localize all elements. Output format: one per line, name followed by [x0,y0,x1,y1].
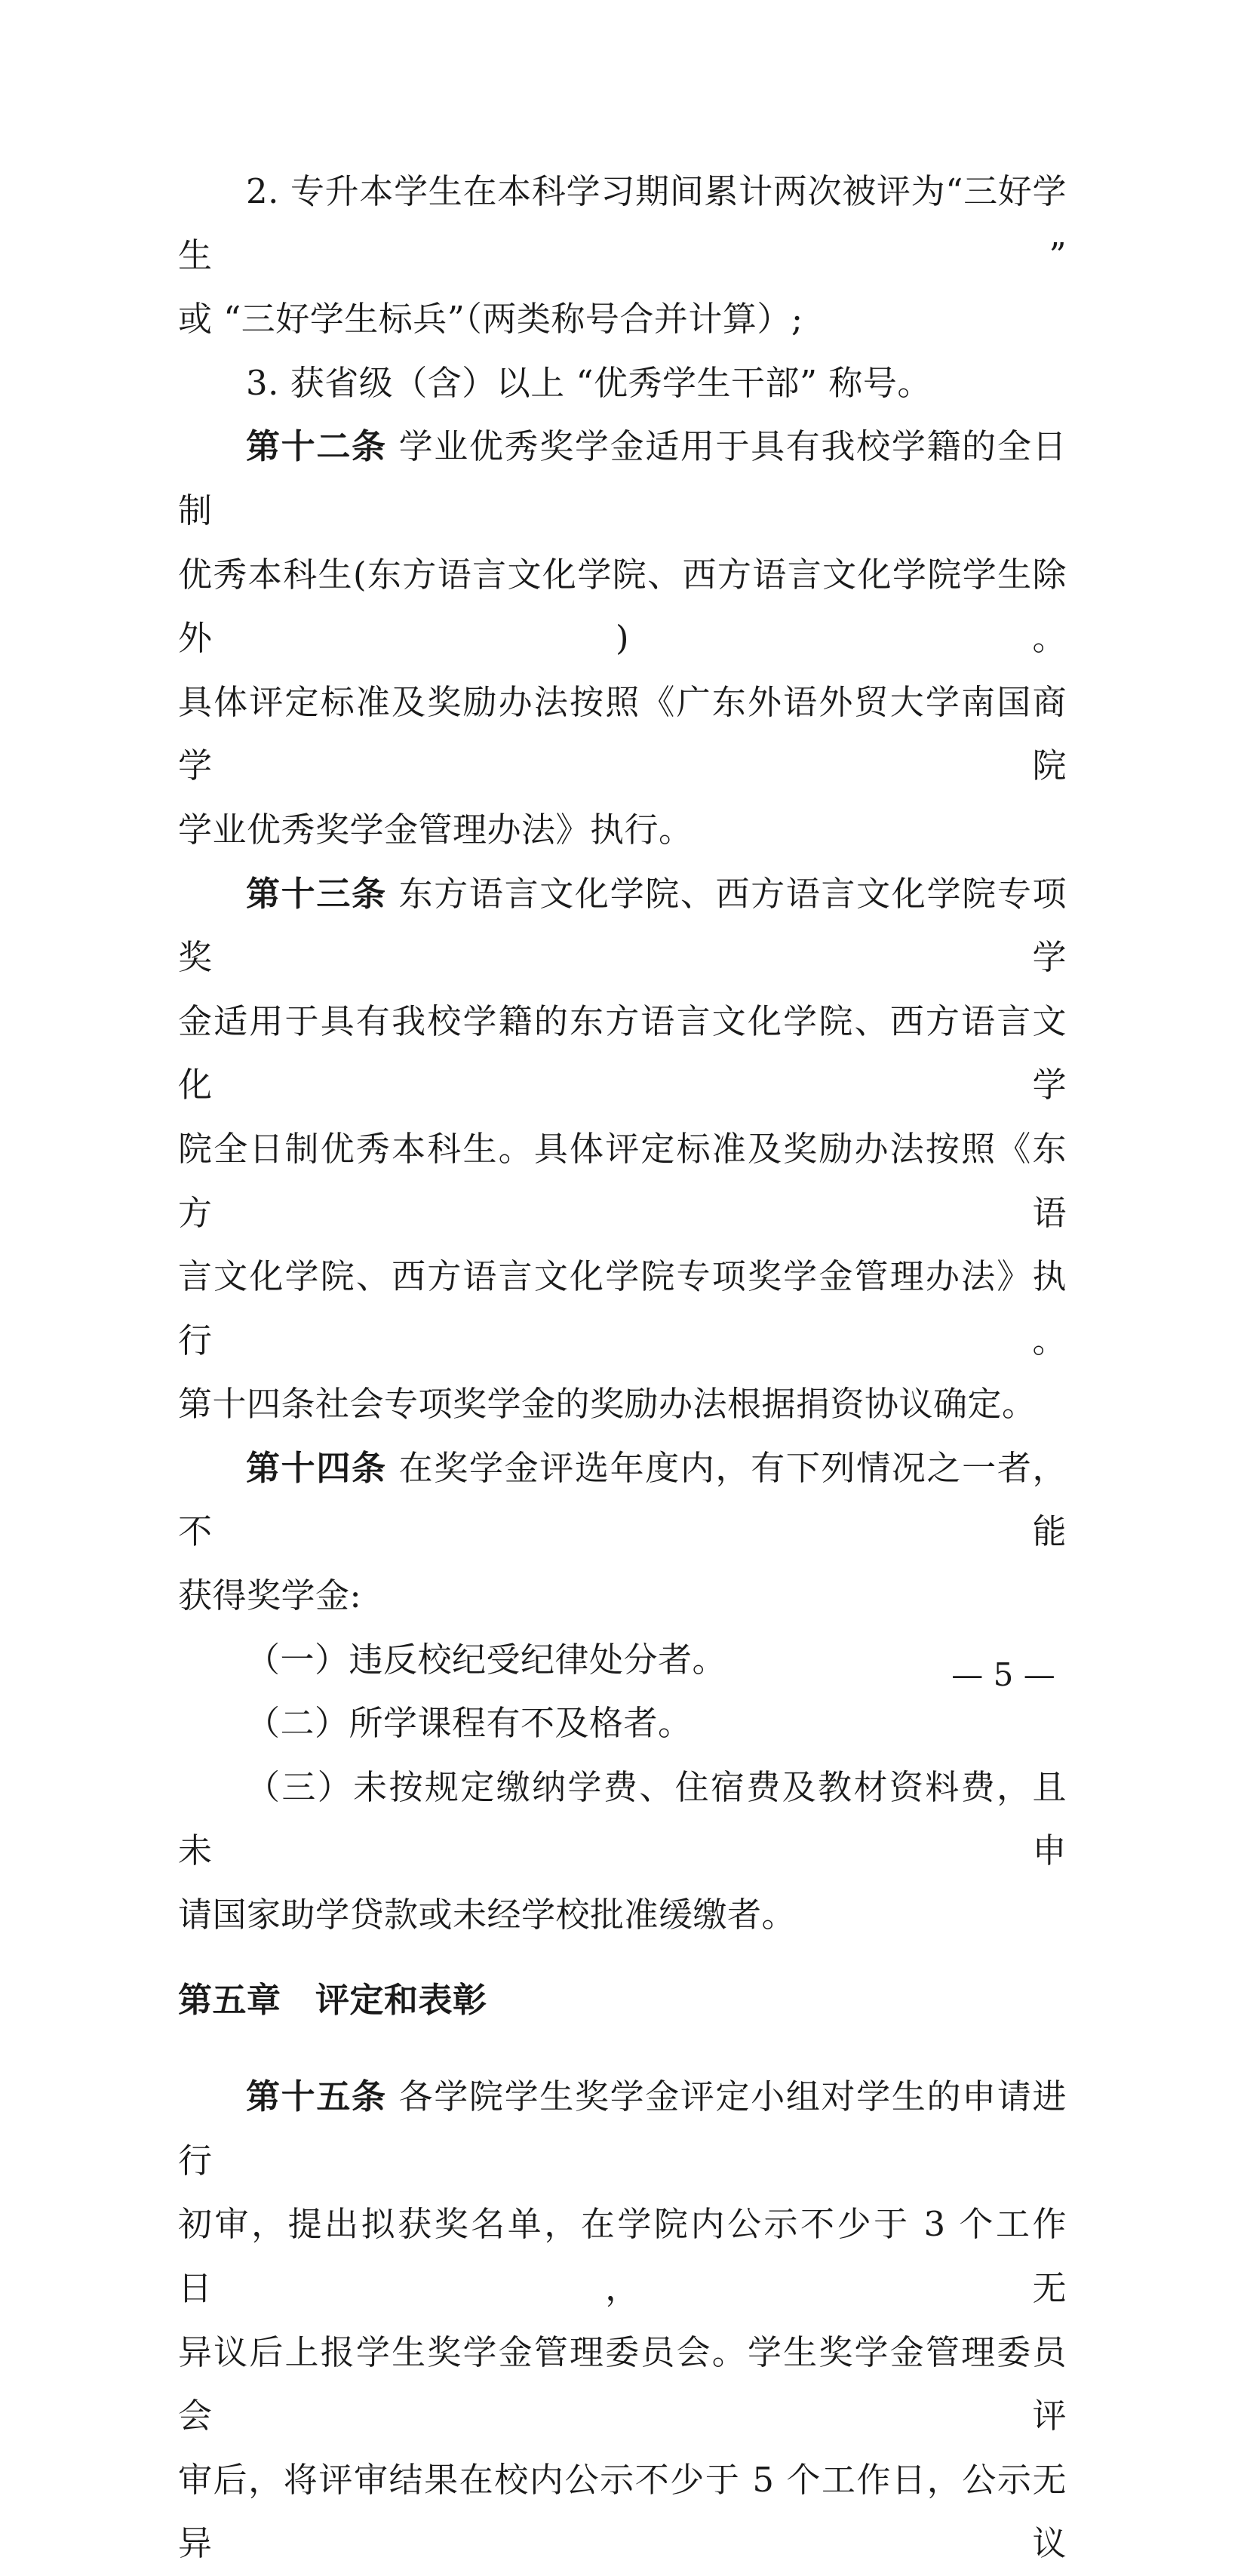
article-14-item-3-line-1: （三）未按规定缴纳学费、住宿费及教材资料费，且未申 [178,1766,1067,1871]
article-12-line-2: 优秀本科生(东方语言文化学院、西方语言文化学院学生除外)。 [178,554,1067,659]
clause-item-2-line-1: 2. 专升本学生在本科学习期间累计两次被评为“三好学生” [178,171,1067,275]
article-15-line-1 [178,2065,1067,2193]
article-15-line-4: 审后，将评审结果在校内公示不少于 5 个工作日，公示无异议 [178,2459,1067,2564]
article-14-item-3-line-2: 请国家助学贷款或未经学校批准缓缴者。 [178,1895,797,1935]
article-12-line-4: 学业优秀奖学金管理办法》执行。 [178,809,693,850]
article-13-line-5: 第十四条社会专项奖学金的奖励办法根据捐资协议确定。 [178,1384,1037,1425]
article-13-line-3: 院全日制优秀本科生。具体评定标准及奖励办法按照《东方语 [178,1128,1067,1233]
article-14-item-1: （一）违反校纪受纪律处分者。 [246,1639,727,1680]
article-14-item-2: （二）所学课程有不及格者。 [246,1703,693,1744]
article-15-heading: 第十五条 [246,2076,387,2117]
article-12-line-3: 具体评定标准及奖励办法按照《广东外语外贸大学南国商学院 [178,681,1067,786]
article-12-line-1 [178,415,1067,543]
document-body [178,160,1067,2576]
article-13-line-4: 言文化学院、西方语言文化学院专项奖学金管理办法》执行。 [178,1256,1067,1360]
article-13-heading: 第十三条 [246,873,387,914]
article-13-text: 东方语言文化学院、西方语言文化学院专项奖学 [178,873,1067,978]
page-number: — 5 — [951,1656,1055,1693]
article-15-line-3: 异议后上报学生奖学金管理委员会。学生奖学金管理委员会评 [178,2332,1067,2436]
clause-item-2-line-2: 或 “三好学生标兵”（两类称号合并计算）; [178,299,803,340]
article-13-line-1 [178,862,1067,990]
article-14-line-1 [178,1437,1067,1564]
article-13-line-2: 金适用于具有我校学籍的东方语言文化学院、西方语言文化学 [178,1001,1067,1105]
article-14-line-2: 获得奖学金: [178,1575,362,1616]
chapter-heading: 第五章 评定和表彰 [178,1979,487,2020]
article-12-heading: 第十二条 [246,426,387,467]
article-14-text: 在奖学金评选年度内，有下列情况之一者，不能 [178,1447,1067,1552]
article-12-text: 学业优秀奖学金适用于具有我校学籍的全日制 [178,426,1067,530]
clause-item-3: 3. 获省级（含）以上 “优秀学生干部” 称号。 [246,362,932,403]
article-15-text: 各学院学生奖学金评定小组对学生的申请进行 [178,2076,1067,2181]
article-15-line-2: 初审，提出拟获奖名单，在学院内公示不少于 3 个工作日，无 [178,2204,1067,2308]
article-14-heading: 第十四条 [246,1447,387,1488]
